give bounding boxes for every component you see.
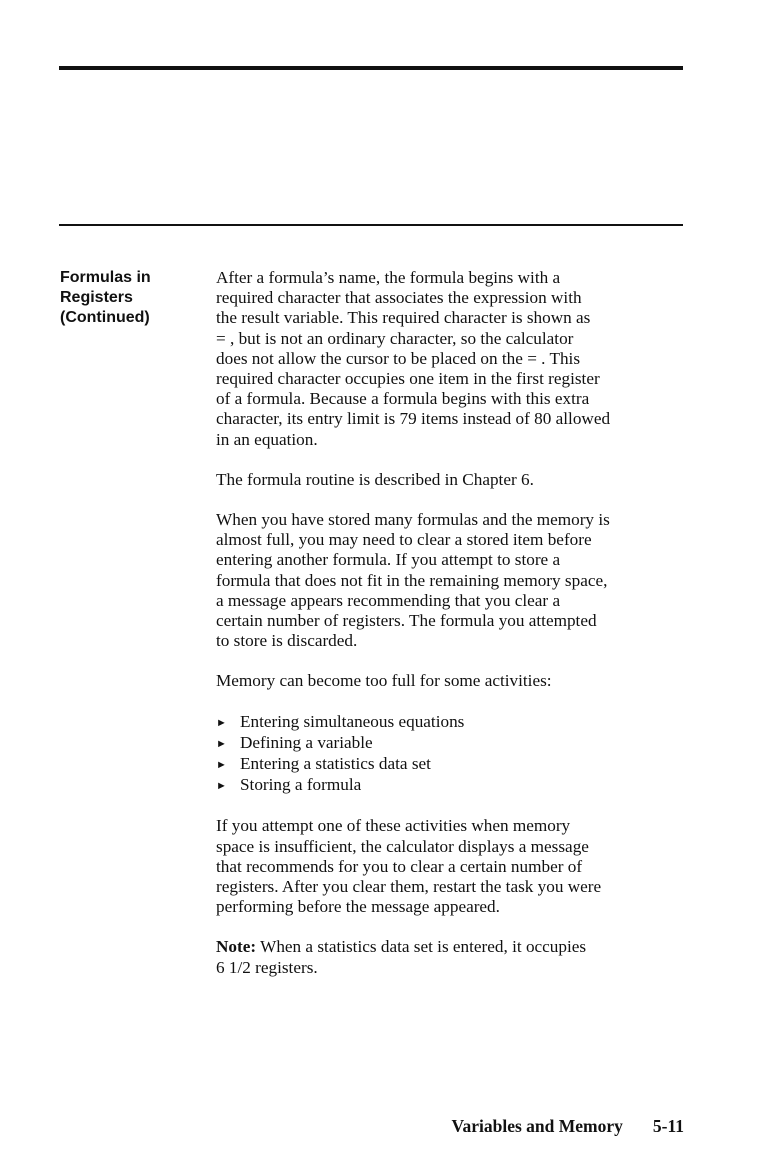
side-heading xyxy=(60,268,200,328)
text-line: entering another formula. If you attempt to store a xyxy=(216,550,561,570)
bullet-arrow-icon: ► xyxy=(216,759,227,772)
paragraph-memory-full xyxy=(216,510,688,651)
list-item xyxy=(216,712,688,733)
list-item-text: Entering simultaneous equations xyxy=(240,711,465,731)
text-line: character, its entry limit is 79 items instead of 80 allowed xyxy=(216,409,611,429)
paragraph-activities-intro xyxy=(216,671,688,691)
text-line: required character that associates the expression with xyxy=(216,288,582,308)
section-rule xyxy=(59,224,683,226)
side-heading-line: (Continued) xyxy=(60,309,150,326)
list-item xyxy=(216,775,688,796)
text-line: of a formula. Because a formula begins with this extra xyxy=(216,389,590,409)
text-line: formula that does not fit in the remaining memory space, xyxy=(216,570,608,590)
list-item-text: Defining a variable xyxy=(240,732,373,752)
text-line: If you attempt one of these activities when memory xyxy=(216,816,571,836)
text-line: When you have stored many formulas and the memory is xyxy=(216,510,610,530)
note-label: Note: xyxy=(216,937,257,957)
list-item-text: Storing a formula xyxy=(240,775,362,795)
text-line: After a formula’s name, the formula begins with a xyxy=(216,268,561,287)
bullet-arrow-icon: ► xyxy=(216,716,227,729)
paragraph-insufficient-memory xyxy=(216,816,688,917)
bullet-arrow-icon: ► xyxy=(216,737,227,750)
text-line: a message appears recommending that you clear a xyxy=(216,590,561,610)
footer-section-title: Variables and Memory xyxy=(451,1116,623,1136)
text-line: almost full, you may need to clear a stored item before xyxy=(216,530,592,550)
side-heading-line: Registers xyxy=(60,289,133,306)
bullet-arrow-icon: ► xyxy=(216,780,227,793)
activities-list xyxy=(216,712,688,797)
text-line: to store is discarded. xyxy=(216,631,358,651)
note-text: When a statistics data set is entered, it occupies xyxy=(260,937,587,957)
page-number: 5-11 xyxy=(652,1116,684,1136)
top-rule xyxy=(59,66,683,70)
text-line: = , but is not an ordinary character, so the calculator xyxy=(216,328,574,348)
side-heading-line: Formulas in xyxy=(60,269,151,286)
text-line: does not allow the cursor to be placed on the = . This xyxy=(216,348,581,368)
text-line: space is insufficient, the calculator displays a message xyxy=(216,836,589,856)
text-line: The formula routine is described in Chapter 6. xyxy=(216,469,534,489)
list-item xyxy=(216,754,688,775)
body-text xyxy=(216,268,688,998)
text-line: required character occupies one item in the first register xyxy=(216,369,600,389)
text-line: performing before the message appeared. xyxy=(216,897,500,917)
text-line: certain number of registers. The formula you attempted xyxy=(216,611,597,631)
text-line: in an equation. xyxy=(216,429,318,449)
paragraph-formula-name xyxy=(216,268,688,450)
note-line: 6 1/2 registers. xyxy=(216,957,318,977)
note xyxy=(216,937,688,977)
paragraph-chapter-reference xyxy=(216,470,688,490)
list-item xyxy=(216,733,688,754)
list-item-text: Entering a statistics data set xyxy=(240,754,431,774)
text-line: registers. After you clear them, restart the task you were xyxy=(216,877,602,897)
text-line: the result variable. This required character is shown as xyxy=(216,308,591,328)
text-line: that recommends for you to clear a certain number of xyxy=(216,856,583,876)
note-line xyxy=(216,937,688,957)
text-line: Memory can become too full for some activities: xyxy=(216,671,552,691)
page-footer xyxy=(451,1116,684,1137)
